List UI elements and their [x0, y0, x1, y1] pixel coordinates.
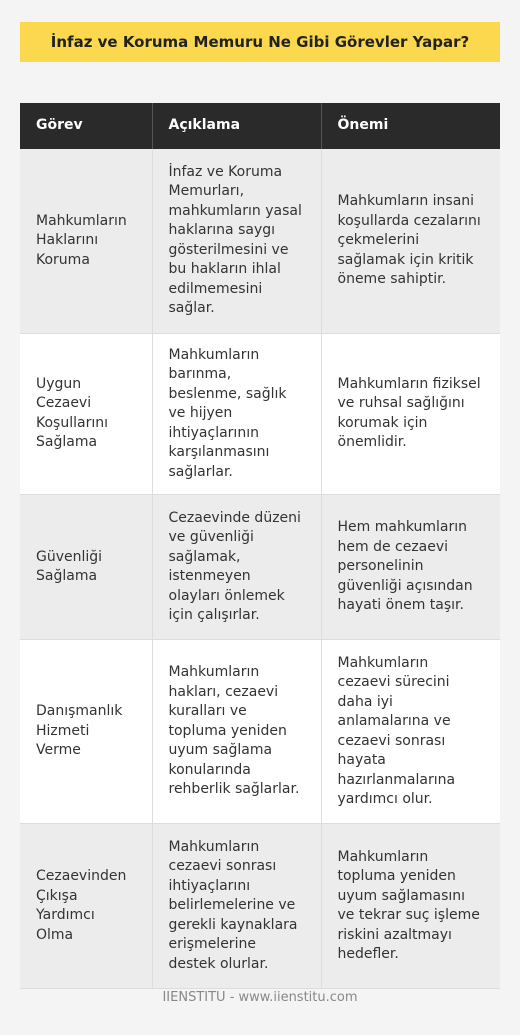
description-cell: Mahkumların hakları, cezaevi kuralları ve topluma yeniden uyum sağlama konularında rehberlik sağlarlar.	[152, 640, 321, 824]
table-row	[20, 824, 500, 989]
description-cell: Mahkumların barınma, beslenme, sağlık ve hijyen ihtiyaçlarının karşılanmasını sağlarlar.	[152, 333, 321, 495]
task-cell: Cezaevinden Çıkışa Yardımcı Olma	[20, 824, 152, 989]
column-header-description: Açıklama	[152, 103, 321, 149]
footer-credit: IIENSTITU - www.iienstitu.com	[162, 990, 358, 1005]
task-cell: Danışmanlık Hizmeti Verme	[20, 640, 152, 824]
description-cell: Cezaevinde düzeni ve güvenliği sağlamak, istenmeyen olayları önlemek için çalışırlar.	[152, 495, 321, 640]
importance-cell: Mahkumların fiziksel ve ruhsal sağlığını korumak için önemlidir.	[321, 333, 500, 495]
duties-table	[20, 103, 500, 989]
task-cell: Mahkumların Haklarını Koruma	[20, 149, 152, 333]
table-row	[20, 333, 500, 495]
column-header-task: Görev	[20, 103, 152, 149]
importance-cell: Mahkumların cezaevi sürecini daha iyi anlamalarına ve cezaevi sonrası hayata hazırlanmalarına yardımcı olur.	[321, 640, 500, 824]
task-cell: Güvenliği Sağlama	[20, 495, 152, 640]
table-header-row	[20, 103, 500, 149]
importance-cell: Hem mahkumların hem de cezaevi personelinin güvenliği açısından hayati önem taşır.	[321, 495, 500, 640]
description-cell: Mahkumların cezaevi sonrası ihtiyaçlarını belirlemelerine ve gerekli kaynaklara erişmelerine destek olurlar.	[152, 824, 321, 989]
task-cell: Uygun Cezaevi Koşullarını Sağlama	[20, 333, 152, 495]
table-row	[20, 640, 500, 824]
importance-cell: Mahkumların insani koşullarda cezalarını çekmelerini sağlamak için kritik öneme sahiptir.	[321, 149, 500, 333]
table-row	[20, 495, 500, 640]
importance-cell: Mahkumların topluma yeniden uyum sağlamasını ve tekrar suç işleme riskini azaltmayı hedefler.	[321, 824, 500, 989]
column-header-importance: Önemi	[321, 103, 500, 149]
description-cell: İnfaz ve Koruma Memurları, mahkumların yasal haklarına saygı gösterilmesini ve bu hakların ihlal edilmemesini sağlar.	[152, 149, 321, 333]
table-row	[20, 149, 500, 333]
page-title: İnfaz ve Koruma Memuru Ne Gibi Görevler Yapar?	[20, 22, 500, 62]
